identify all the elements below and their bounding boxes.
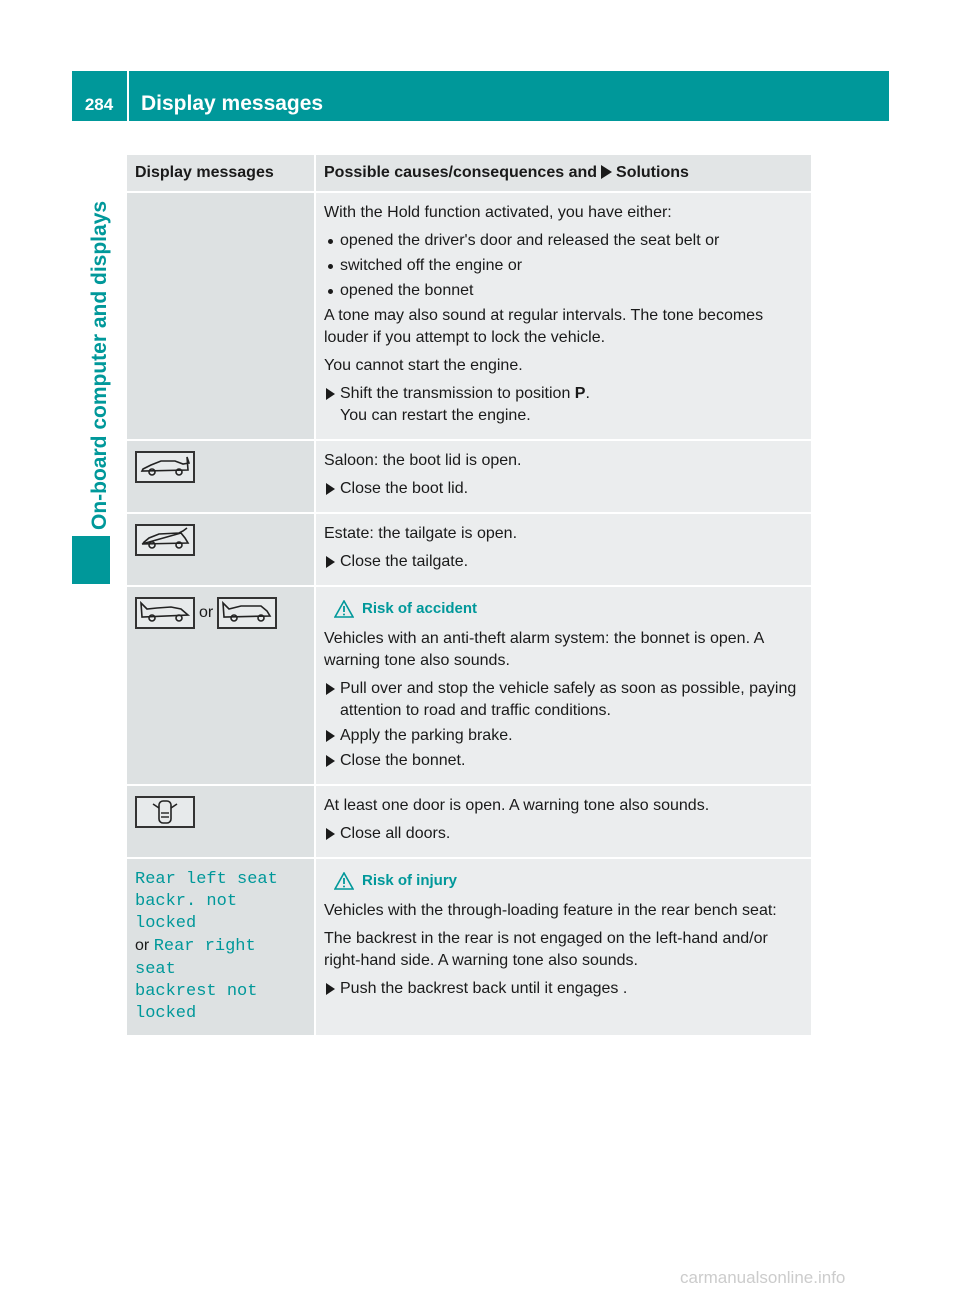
solution-step: Close the bonnet. [324,750,805,772]
page-header [72,71,889,121]
display-message-text: Rear right seat [135,937,256,979]
table-row [127,514,811,587]
side-section-marker [72,536,110,584]
step-result: You can restart the engine. [340,407,531,424]
step-arrow-icon [326,730,335,742]
row-text: Saloon: the boot lid is open. [324,452,522,469]
message-cell [127,587,316,786]
step-arrow-icon [326,388,335,400]
solution-step: Close the tailgate. [324,551,805,573]
row-text: A tone may also sound at regular intervals. The tone becomes louder if you attempt to lock the vehicle. [324,307,764,346]
or-label: or [135,937,150,954]
or-label: or [199,604,214,621]
door-open-icon [135,796,195,828]
warning-heading: Risk of injury [334,870,805,892]
step-arrow-icon [326,556,335,568]
display-message-text: backrest not locked [135,982,258,1023]
table-row [127,859,811,1037]
watermark: carmanualsonline.info [680,1268,846,1287]
solution-cell [316,514,811,587]
message-cell [127,859,316,1037]
table-row [127,441,811,514]
solution-step: Pull over and stop the vehicle safely as soon as possible, paying attention to road and traffic conditions. [324,678,805,722]
warning-heading: Risk of accident [334,598,805,620]
row-text: The backrest in the rear is not engaged on the left-hand and/or right-hand side. A warning tone also sounds. [324,930,768,969]
warning-triangle-icon [334,600,354,618]
side-section-label: On-board computer and displays [88,200,111,530]
list-item: opened the bonnet [324,280,805,302]
solution-cell [316,786,811,859]
row-text: Vehicles with an anti-theft alarm system: the bonnet is open. A warning tone also sounds. [324,630,764,669]
col-header-display-messages: Display messages [127,155,316,193]
row-text: With the Hold function activated, you have either: [324,204,672,221]
header-divider [127,71,129,121]
page-title: Display messages [141,92,324,115]
warning-triangle-icon [334,872,354,890]
list-item: switched off the engine or [324,255,805,277]
solution-cell [316,441,811,514]
solution-step: Apply the parking brake. [324,725,805,747]
row-text: Estate: the tailgate is open. [324,525,518,542]
saloon-bonnet-open-icon [135,597,195,629]
table-header-row [127,155,811,193]
message-cell [127,514,316,587]
col-header-solutions: Possible causes/consequences and Solutions [316,155,811,193]
step-arrow-icon [326,983,335,995]
table-row [127,786,811,859]
row-text: You cannot start the engine. [324,357,523,374]
message-cell [127,441,316,514]
solution-arrow-icon [601,165,612,179]
solution-cell [316,193,811,441]
display-messages-table [127,155,811,1037]
step-arrow-icon [326,683,335,695]
display-message-text: Rear left seat [135,870,278,889]
step-arrow-icon [326,828,335,840]
list-item: opened the driver's door and released the seat belt or [324,230,805,252]
step-arrow-icon [326,755,335,767]
saloon-boot-open-icon [135,451,195,483]
solution-cell [316,859,811,1037]
display-message-text: backr. not locked [135,892,238,933]
solution-step: Shift the transmission to position P. You can restart the engine. [324,383,805,427]
message-cell [127,786,316,859]
step-arrow-icon [326,483,335,495]
solution-step: Close the boot lid. [324,478,805,500]
solution-step: Close all doors. [324,823,805,845]
estate-bonnet-open-icon [217,597,277,629]
solution-step: Push the backrest back until it engages . [324,978,805,1000]
message-cell [127,193,316,441]
estate-tailgate-open-icon [135,524,195,556]
row-text: At least one door is open. A warning tone also sounds. [324,797,710,814]
page-number: 284 [84,95,114,114]
table-row [127,587,811,786]
row-text: Vehicles with the through-loading feature in the rear bench seat: [324,902,777,919]
solution-cell [316,587,811,786]
table-row [127,193,811,441]
